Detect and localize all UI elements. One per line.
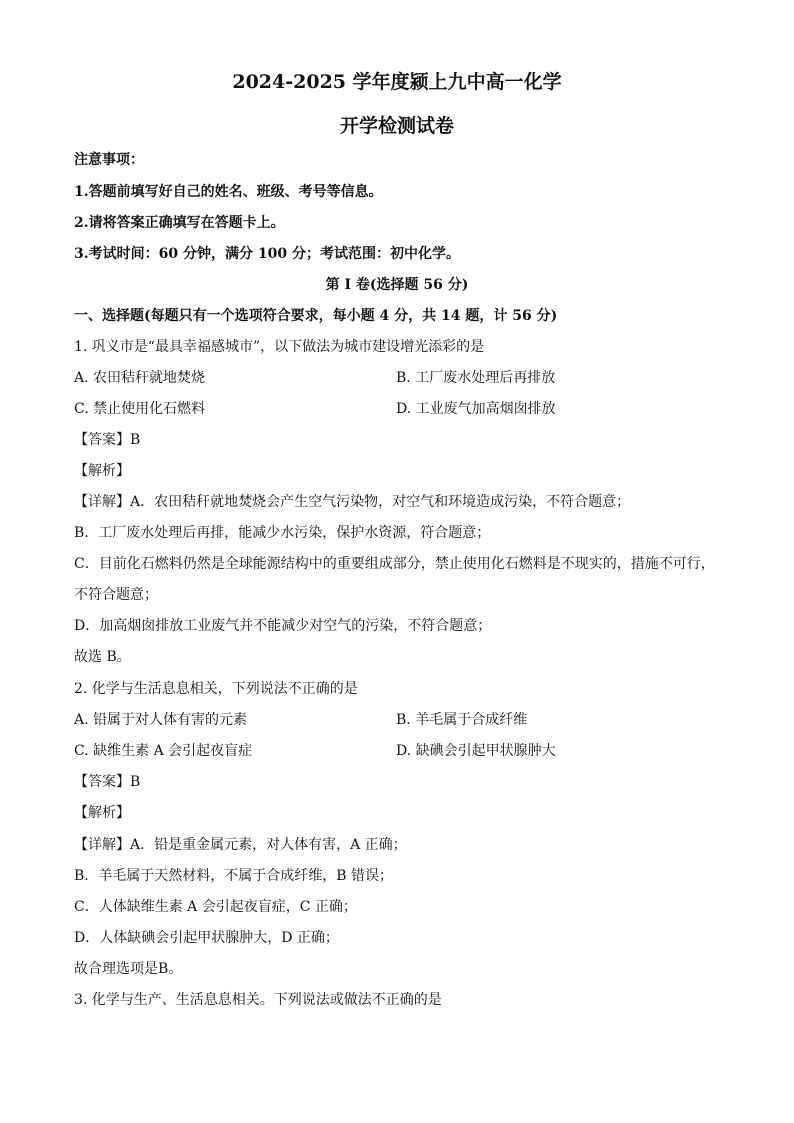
option-b: B. 工厂废水处理后再排放: [396, 370, 556, 386]
question-stem-3: 3. 化学与生产、生活息息相关。下列说法或做法不正确的是: [74, 992, 442, 1008]
detail-line: C．人体缺维生素 A 会引起夜盲症，C 正确；: [74, 899, 357, 915]
section-heading: 一、选择题(每题只有一个选项符合要求，每小题 4 分，共 14 题，计 56 分): [74, 308, 558, 324]
analysis-label: 【解析】: [74, 805, 130, 821]
question-stem-1: 1. 巩义市是“最具幸福感城市”，以下做法为城市建设增光添彩的是: [74, 339, 485, 355]
exam-title: 2024-2025 学年度颍上九中高一化学: [232, 71, 562, 93]
notice-item: 2.请将答案正确填写在答题卡上。: [74, 215, 285, 231]
detail-line: 故合理选项是B。: [74, 961, 183, 977]
option-c: C. 缺维生素 A 会引起夜盲症: [74, 743, 253, 759]
notice-item: 1.答题前填写好自己的姓名、班级、考号等信息。: [74, 184, 383, 200]
option-d: D. 缺碘会引起甲状腺肿大: [396, 743, 556, 759]
option-b: B. 羊毛属于合成纤维: [396, 712, 528, 728]
detail-line: 【详解】A．农田秸秆就地焚烧会产生空气污染物，对空气和环境造成污染，不符合题意；: [74, 494, 631, 510]
notice-heading: 注意事项：: [74, 152, 144, 168]
detail-line: 【详解】A．铅是重金属元素，对人体有害，A 正确；: [74, 837, 407, 853]
answer-label: 【答案】B: [74, 774, 141, 790]
detail-line: B．羊毛属于天然材料，不属于合成纤维，B 错误；: [74, 868, 394, 884]
detail-line: 故选 B。: [74, 649, 131, 665]
analysis-label: 【解析】: [74, 463, 130, 479]
detail-line: D．加高烟囱排放工业废气并不能减少对空气的污染，不符合题意；: [74, 618, 492, 634]
option-a: A. 农田秸秆就地焚烧: [74, 370, 206, 386]
option-c: C. 禁止使用化石燃料: [74, 401, 206, 417]
volume-heading: 第 I 卷(选择题 56 分): [325, 277, 469, 293]
detail-line: B．工厂废水处理后再排，能减少水污染，保护水资源，符合题意；: [74, 525, 491, 541]
option-d: D. 工业废气加高烟囱排放: [396, 401, 556, 417]
answer-label: 【答案】B: [74, 432, 141, 448]
exam-subtitle: 开学检测试卷: [339, 115, 454, 137]
question-stem-2: 2. 化学与生活息息相关，下列说法不正确的是: [74, 681, 358, 697]
notice-item: 3.考试时间：60 分钟，满分 100 分；考试范围：初中化学。: [74, 246, 460, 262]
detail-line: D．人体缺碘会引起甲状腺肿大，D 正确；: [74, 930, 339, 946]
detail-line: C．目前化石燃料仍然是全球能源结构中的重要组成部分，禁止使用化石燃料是不现实的，措施不可行，不符合题意；: [74, 556, 715, 603]
option-a: A. 铅属于对人体有害的元素: [74, 712, 248, 728]
